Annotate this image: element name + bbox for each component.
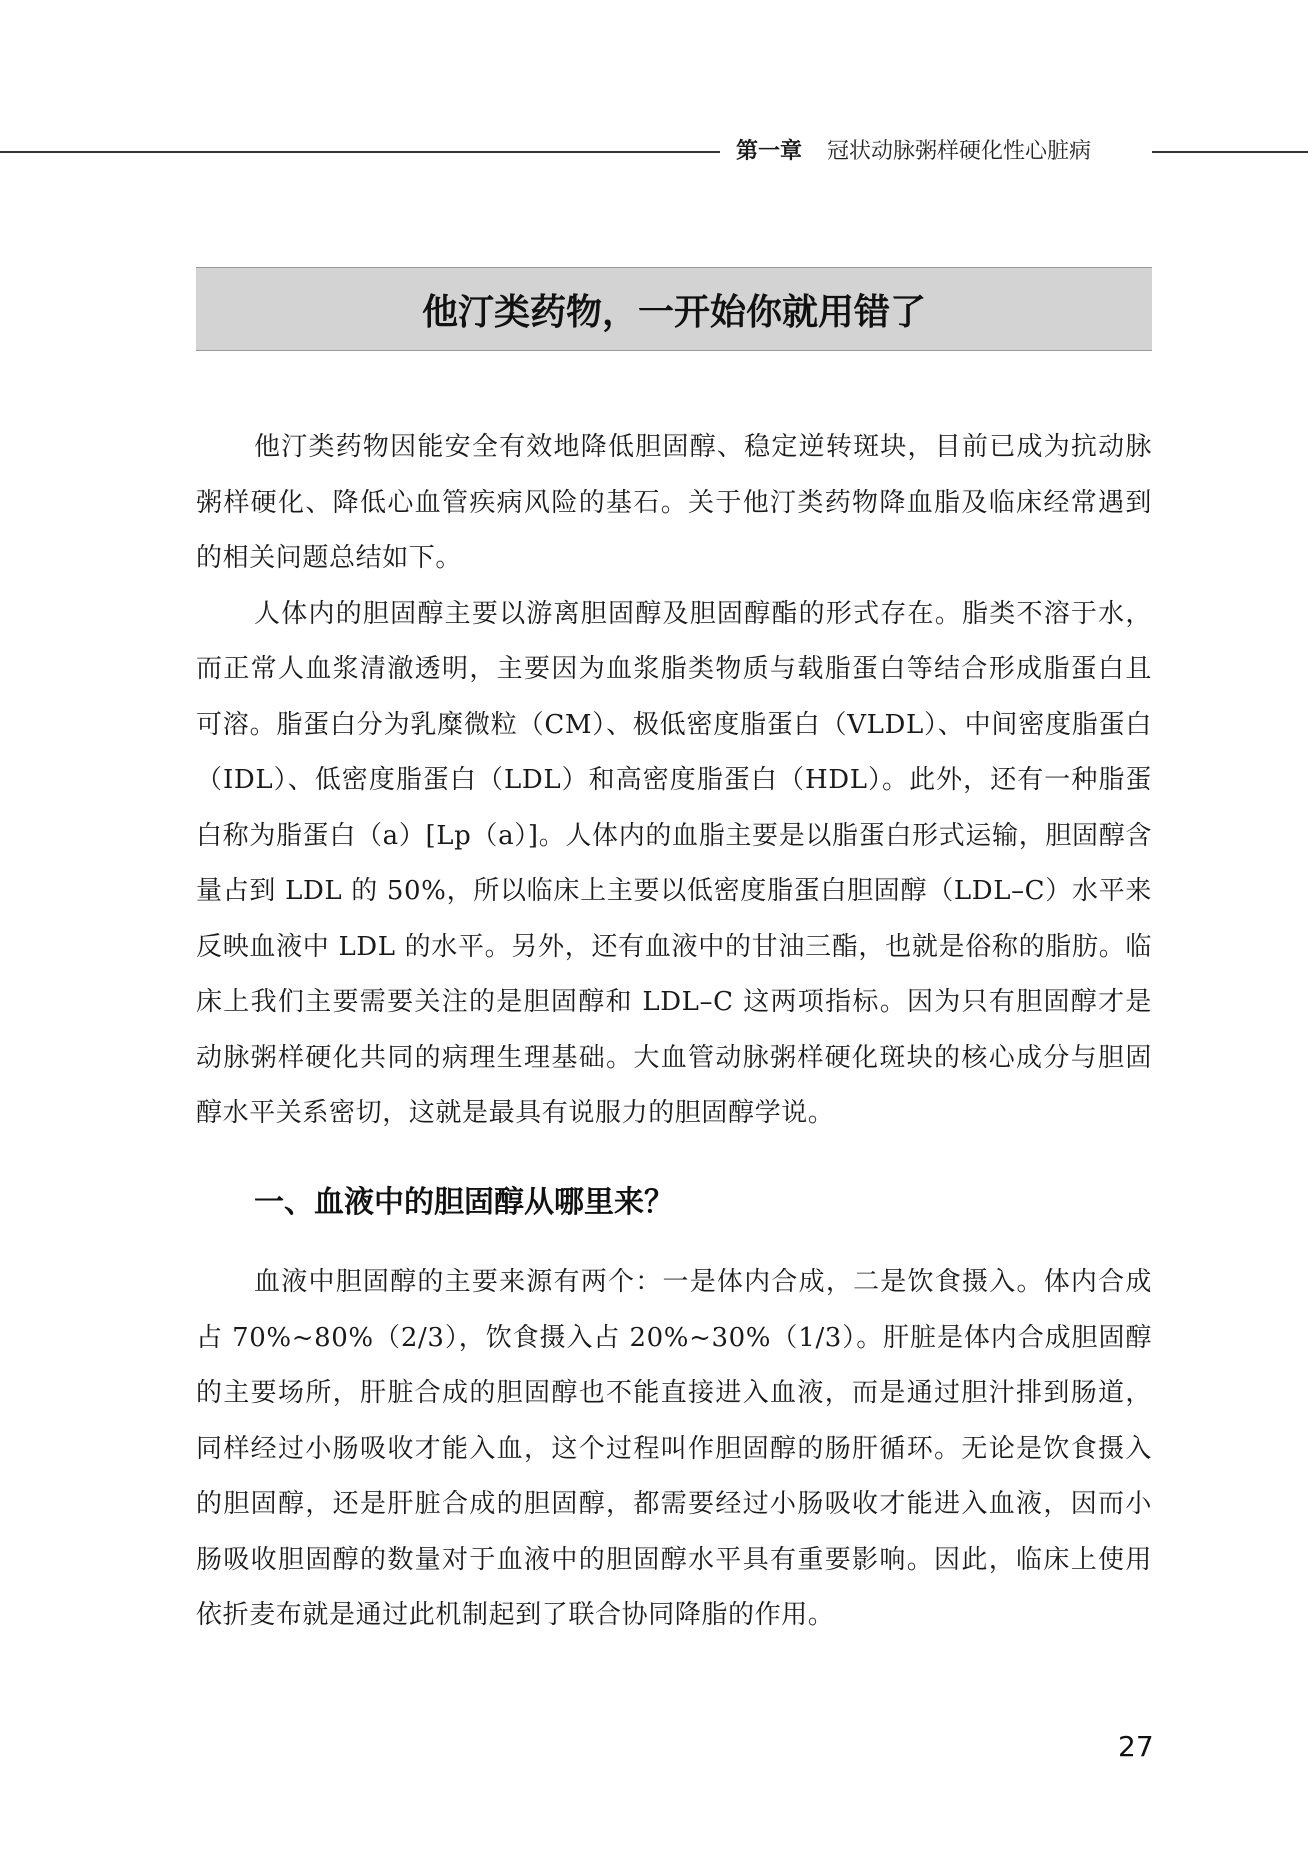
chapter-label: 第一章 [736,139,803,164]
paragraph: 他汀类药物因能安全有效地降低胆固醇、稳定逆转斑块，目前已成为抗动脉粥样硬化、降低心血管疾病风险的基石。关于他汀类药物降血脂及临床经常遇到的相关问题总结如下。 [196,432,1152,573]
section-heading: 一、血液中的胆固醇从哪里来？ [254,1185,674,1220]
article-title-banner [196,267,1152,351]
page-number: 27 [1118,1730,1154,1763]
chapter-title: 冠状动脉粥样硬化性心脏病 [827,139,1092,164]
section-body [196,1255,1152,1644]
header-rule-right [1152,151,1308,153]
paragraph: 人体内的胆固醇主要以游离胆固醇及胆固醇酯的形式存在。脂类不溶于水，而正常人血浆清澈透明，主要因为血浆脂类物质与载脂蛋白等结合形成脂蛋白且可溶。脂蛋白分为乳糜微粒（CM）、极低密度脂蛋白（VLDL）、中间密度脂蛋白（IDL）、低密度脂蛋白（LDL）和高密度脂蛋白（HDL）。此外，还有一种脂蛋白称为脂蛋白（a）[Lp（a）]。人体内的血脂主要是以脂蛋白形式运输，胆固醇含量占到 LDL 的 50%，所以临床上主要以低密度脂蛋白胆固醇（LDL–C）水平来反映血液中 LDL 的水平。另外，还有血液中的甘油三酯，也就是俗称的脂肪。临床上我们主要需要关注的是胆固醇和 LDL–C 这两项指标。因为只有胆固醇才是动脉粥样硬化共同的病理生理基础。大血管动脉粥样硬化斑块的核心成分与胆固醇水平关系密切，这就是最具有说服力的胆固醇学说。 [196,598,1152,1128]
running-head [0,132,1308,172]
header-rule-left [0,151,720,153]
paragraph: 血液中胆固醇的主要来源有两个：一是体内合成，二是饮食摄入。体内合成占 70%~80%（2/3），饮食摄入占 20%~30%（1/3）。肝脏是体内合成胆固醇的主要场所，肝脏合成的胆固醇也不能直接进入血液，而是通过胆汁排到肠道，同样经过小肠吸收才能入血，这个过程叫作胆固醇的肠肝循环。无论是饮食摄入的胆固醇，还是肝脏合成的胆固醇，都需要经过小肠吸收才能进入血液，因而小肠吸收胆固醇的数量对于血液中的胆固醇水平具有重要影响。因此，临床上使用依折麦布就是通过此机制起到了联合协同降脂的作用。 [196,1267,1152,1630]
running-head-text [736,134,1091,165]
article-title: 他汀类药物，一开始你就用错了 [421,291,926,333]
intro-body [196,420,1152,1142]
